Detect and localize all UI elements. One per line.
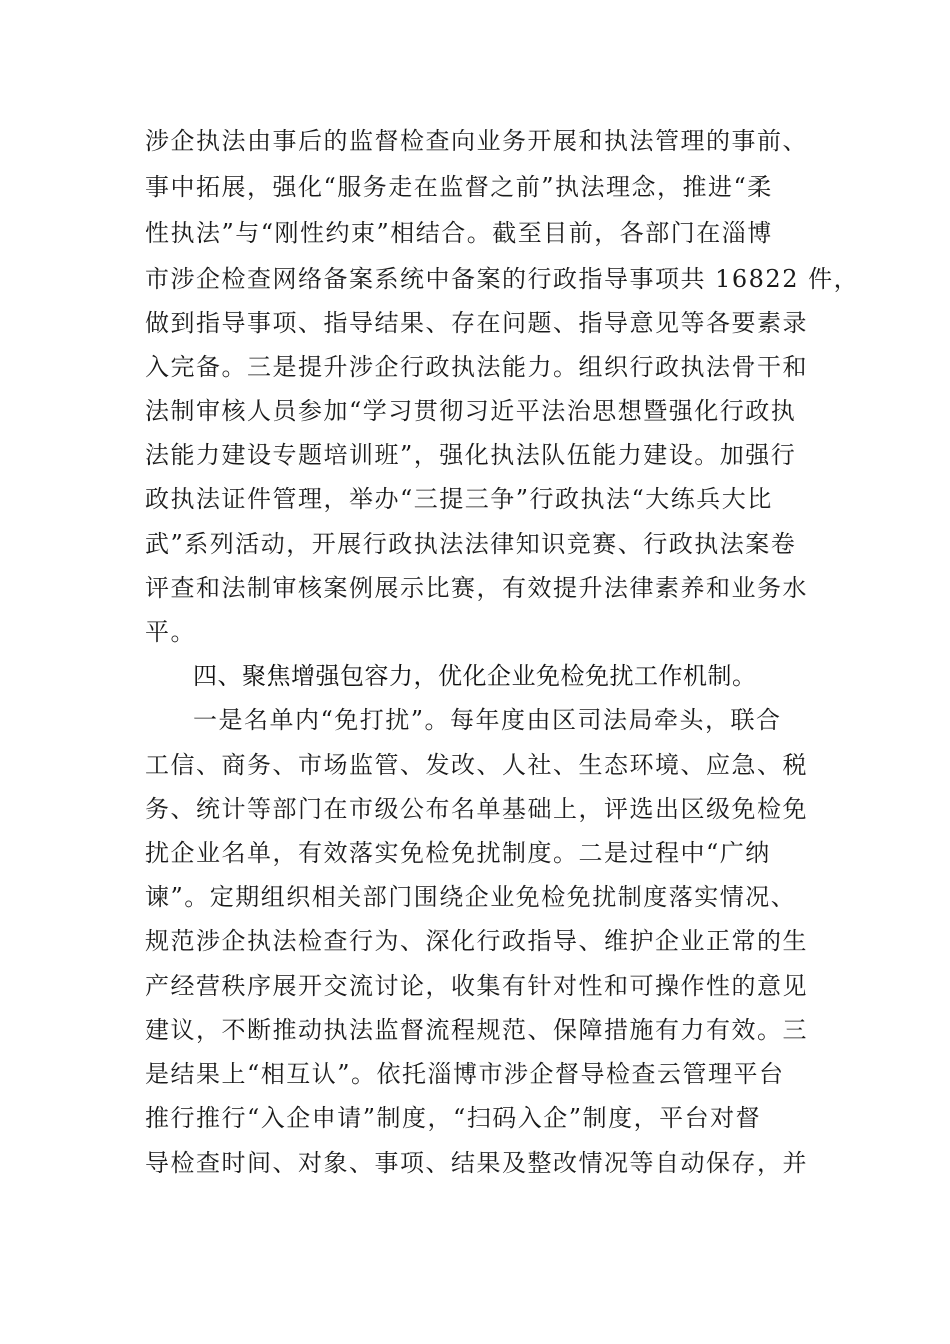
text-line-21: 建议，不断推动执法监督流程规范、保障措施有力有效。三: [145, 1016, 808, 1044]
text-line-4: 市涉企检查网络备案系统中备案的行政指导事项共 16822 件，: [145, 265, 860, 293]
text-line-20: 产经营秩序展开交流讨论，收集有针对性和可操作性的意见: [145, 972, 808, 1000]
section-heading: 四、聚焦增强包容力，优化企业免检免扰工作机制。: [193, 662, 757, 690]
text-line-7: 法制审核人员参加“学习贯彻习近平法治思想暨强化行政执: [145, 397, 797, 425]
text-line-1: 涉企执法由事后的监督检查向业务开展和执法管理的事前、: [145, 127, 808, 155]
text-line-12: 平。: [145, 618, 196, 646]
text-line-24: 导检查时间、对象、事项、结果及整改情况等自动保存，并: [145, 1149, 808, 1177]
text-line-11: 评查和法制审核案例展示比赛，有效提升法律素养和业务水: [145, 574, 808, 602]
text-line-22: 是结果上“相互认”。依托淄博市涉企督导检查云管理平台: [145, 1060, 785, 1088]
text-line-5: 做到指导事项、指导结果、存在问题、指导意见等各要素录: [145, 309, 808, 337]
text-line-2: 事中拓展，强化“服务走在监督之前”执法理念，推进“柔: [145, 173, 773, 201]
text-line-19: 规范涉企执法检查行为、深化行政指导、维护企业正常的生: [145, 927, 808, 955]
text-line-17: 扰企业名单，有效落实免检免扰制度。二是过程中“广纳: [145, 839, 771, 867]
text-line-3: 性执法”与“刚性约束”相结合。截至目前，各部门在淄博: [145, 219, 773, 247]
text-line-15: 工信、商务、市场监管、发改、人社、生态环境、应急、税: [145, 751, 808, 779]
text-line-8: 法能力建设专题培训班”，强化执法队伍能力建设。加强行: [145, 441, 797, 469]
text-line-6: 入完备。三是提升涉企行政执法能力。组织行政执法骨干和: [145, 353, 808, 381]
text-line-14: 一是名单内“免打扰”。每年度由区司法局牵头，联合: [193, 706, 782, 734]
text-line-18: 谏”。定期组织相关部门围绕企业免检免扰制度落实情况、: [145, 883, 797, 911]
text-line-23: 推行推行“入企申请”制度，“扫码入企”制度，平台对督: [145, 1104, 762, 1132]
text-line-9: 政执法证件管理，举办“三提三争”行政执法“大练兵大比: [145, 485, 773, 513]
text-line-16: 务、统计等部门在市级公布名单基础上，评选出区级免检免: [145, 795, 808, 823]
text-line-10: 武”系列活动，开展行政执法法律知识竞赛、行政执法案卷: [145, 530, 797, 558]
